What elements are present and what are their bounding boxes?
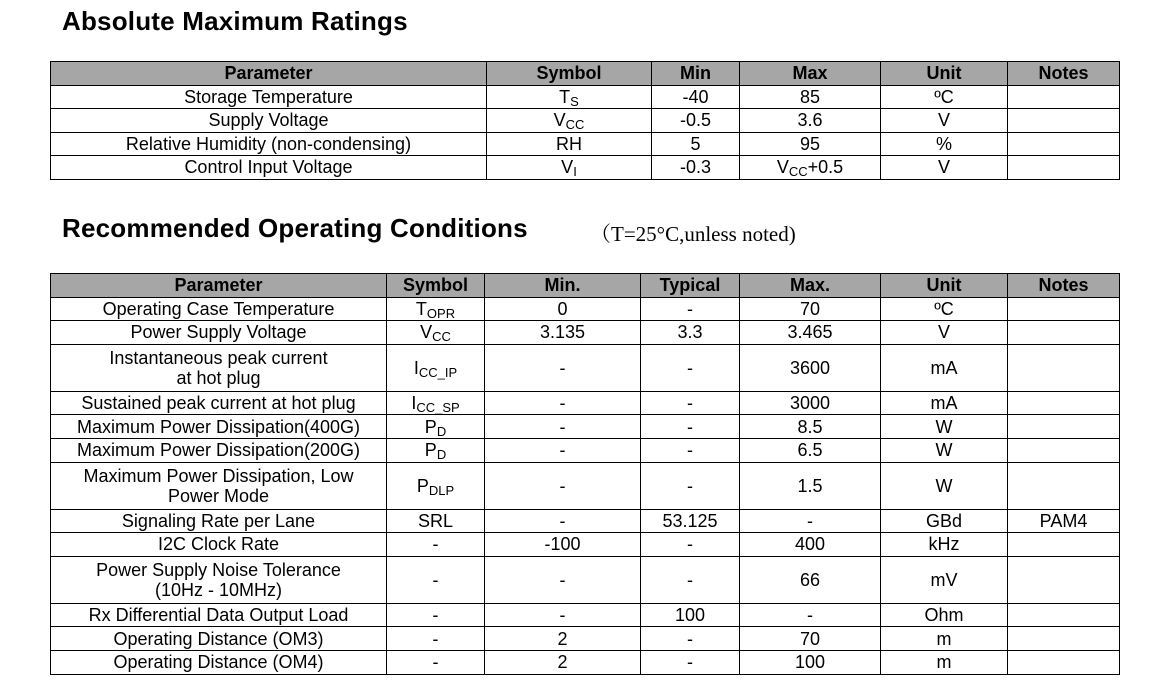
cell-typical: - [641,462,740,509]
cell-typical: - [641,650,740,674]
symbol-main: V [420,322,433,343]
max-tail: +0.5 [807,157,844,178]
symbol-main: V [561,157,574,178]
symbol-sub: S [570,93,579,109]
section2-title: Recommended Operating Conditions [62,213,528,243]
cell-max: 400 [740,533,881,557]
cell-unit: mA [881,344,1008,391]
symbol-sub: D [436,423,447,439]
symbol-main: I [411,393,417,414]
table-row [51,85,1120,109]
symbol-main: SRL [417,510,453,531]
cell-min: -100 [485,533,641,557]
cell-notes [1008,391,1120,415]
cell-typical: - [641,344,740,391]
cell-min: 0 [485,297,641,321]
cell-unit: ºC [881,85,1008,109]
cell-min: - [485,603,641,627]
cell-unit: mA [881,391,1008,415]
symbol-sub: I [573,164,577,180]
cell-unit: W [881,415,1008,439]
symbol-main: I [413,357,419,378]
symbol-main: - [432,605,439,626]
symbol-sub: CC [565,117,585,133]
cell-notes [1008,533,1120,557]
symbol-sub: D [436,447,447,463]
header-max: Max. [740,274,881,298]
table-header-row [51,274,1120,298]
cell-symbol [387,533,485,557]
cell-symbol [387,438,485,462]
symbol-main: T [559,86,571,107]
cell-unit: m [881,650,1008,674]
cell-unit: % [881,132,1008,156]
table-row [51,156,1120,180]
header-parameter: Parameter [51,274,387,298]
cell-min: - [485,462,641,509]
header-notes: Notes [1008,62,1120,86]
cell-min: - [485,509,641,533]
cell-max: 1.5 [740,462,881,509]
cell-symbol [487,85,652,109]
cell-symbol [387,556,485,603]
cell-min: 3.135 [485,321,641,345]
cell-max: 3000 [740,391,881,415]
cell-min: 2 [485,650,641,674]
cell-symbol [387,627,485,651]
cell-notes [1008,109,1120,133]
cell-notes [1008,438,1120,462]
cell-unit: kHz [881,533,1008,557]
cell-min: - [485,391,641,415]
header-unit: Unit [881,62,1008,86]
cell-unit: m [881,627,1008,651]
table-row [51,438,1120,462]
parameter-line-2: at hot plug [176,367,261,388]
cell-parameter: Signaling Rate per Lane [51,509,387,533]
cell-typical: 100 [641,603,740,627]
cell-min: 5 [652,132,740,156]
cell-min: 2 [485,627,641,651]
cell-symbol [387,603,485,627]
table-row [51,509,1120,533]
symbol-sub: OPR [426,305,456,321]
cell-max: 70 [740,297,881,321]
cell-max: - [740,509,881,533]
table-row [51,627,1120,651]
max-main: V [776,157,789,178]
cell-typical: - [641,391,740,415]
cell-max: 6.5 [740,438,881,462]
cell-notes [1008,556,1120,603]
cell-symbol [387,509,485,533]
cell-min: - [485,344,641,391]
cell-parameter: Maximum Power Dissipation(200G) [51,438,387,462]
parameter-line-1: Maximum Power Dissipation, Low [83,465,354,486]
cell-min: - [485,438,641,462]
cell-parameter: Operating Case Temperature [51,297,387,321]
cell-symbol [487,132,652,156]
table-row [51,533,1120,557]
header-unit: Unit [881,274,1008,298]
cell-typical: - [641,556,740,603]
cell-unit: V [881,109,1008,133]
cell-symbol [387,415,485,439]
header-min: Min [652,62,740,86]
parameter-line-2: Power Mode [167,485,270,506]
cell-parameter: Operating Distance (OM3) [51,627,387,651]
cell-symbol [387,391,485,415]
cell-parameter [51,344,387,391]
cell-parameter [51,462,387,509]
cell-max: 3.465 [740,321,881,345]
cell-symbol [387,321,485,345]
symbol-sub: DLP [428,482,455,498]
cell-parameter: Operating Distance (OM4) [51,650,387,674]
table-row [51,132,1120,156]
symbol-main: - [432,569,439,590]
table-row [51,650,1120,674]
header-notes: Notes [1008,274,1120,298]
symbol-sub: CC_IP [418,364,458,380]
header-min: Min. [485,274,641,298]
cell-parameter: Power Supply Voltage [51,321,387,345]
cell-notes [1008,321,1120,345]
cell-notes [1008,132,1120,156]
cell-unit: ºC [881,297,1008,321]
cell-notes [1008,415,1120,439]
cell-max [740,156,881,180]
symbol-main: RH [556,133,582,154]
section2-note: （T=25°C,unless noted) [590,222,796,246]
cell-symbol [387,650,485,674]
cell-symbol [387,462,485,509]
cell-max: 3.6 [740,109,881,133]
cell-parameter: Maximum Power Dissipation(400G) [51,415,387,439]
symbol-main: P [416,475,429,496]
header-symbol: Symbol [387,274,485,298]
table-row [51,462,1120,509]
cell-notes [1008,650,1120,674]
table-row [51,109,1120,133]
cell-notes: PAM4 [1008,509,1120,533]
cell-parameter: Sustained peak current at hot plug [51,391,387,415]
cell-max: 100 [740,650,881,674]
cell-unit: V [881,321,1008,345]
header-symbol: Symbol [487,62,652,86]
cell-typical: - [641,297,740,321]
cell-min: -0.5 [652,109,740,133]
cell-unit: W [881,438,1008,462]
section1-title: Absolute Maximum Ratings [62,6,408,36]
cell-max: 8.5 [740,415,881,439]
cell-typical: 53.125 [641,509,740,533]
cell-unit: mV [881,556,1008,603]
cell-typical: 3.3 [641,321,740,345]
cell-min: - [485,415,641,439]
symbol-main: - [432,628,439,649]
table-row [51,556,1120,603]
cell-max: 3600 [740,344,881,391]
table-row [51,297,1120,321]
cell-symbol [387,344,485,391]
max-sub: CC [788,164,808,180]
cell-unit: V [881,156,1008,180]
cell-parameter: I2C Clock Rate [51,533,387,557]
parameter-line-1: Power Supply Noise Tolerance [96,559,341,580]
cell-typical: - [641,627,740,651]
cell-min: -0.3 [652,156,740,180]
cell-notes [1008,462,1120,509]
cell-parameter [51,556,387,603]
recommended-operating-conditions-table [50,273,1120,675]
table-row [51,415,1120,439]
table-row [51,603,1120,627]
header-parameter: Parameter [51,62,487,86]
cell-parameter: Control Input Voltage [51,156,487,180]
absolute-max-ratings-table [50,61,1120,180]
cell-notes [1008,627,1120,651]
symbol-main: P [424,440,437,461]
cell-notes [1008,603,1120,627]
symbol-main: T [415,298,427,319]
cell-max: 95 [740,132,881,156]
cell-parameter: Storage Temperature [51,85,487,109]
cell-typical: - [641,415,740,439]
cell-max: 66 [740,556,881,603]
symbol-sub: CC [432,329,451,345]
table-row [51,391,1120,415]
cell-parameter: Relative Humidity (non-condensing) [51,132,487,156]
symbol-sub: CC_SP [416,400,460,416]
table-row [51,321,1120,345]
table-header-row [51,62,1120,86]
parameter-line-2: (10Hz - 10MHz) [154,579,283,600]
cell-symbol [487,109,652,133]
cell-max: 85 [740,85,881,109]
cell-unit: W [881,462,1008,509]
header-typical: Typical [641,274,740,298]
cell-parameter: Supply Voltage [51,109,487,133]
cell-unit: GBd [881,509,1008,533]
cell-typical: - [641,533,740,557]
cell-min: -40 [652,85,740,109]
cell-notes [1008,156,1120,180]
parameter-line-1: Instantaneous peak current [109,347,328,368]
table-row [51,344,1120,391]
symbol-main: V [553,110,566,131]
symbol-main: P [424,416,437,437]
cell-max: 70 [740,627,881,651]
symbol-main: - [432,652,439,673]
cell-typical: - [641,438,740,462]
cell-notes [1008,85,1120,109]
cell-max: - [740,603,881,627]
cell-unit: Ohm [881,603,1008,627]
cell-parameter: Rx Differential Data Output Load [51,603,387,627]
header-max: Max [740,62,881,86]
cell-notes [1008,344,1120,391]
cell-symbol [387,297,485,321]
cell-symbol [487,156,652,180]
cell-notes [1008,297,1120,321]
cell-min: - [485,556,641,603]
symbol-main: - [432,534,439,555]
